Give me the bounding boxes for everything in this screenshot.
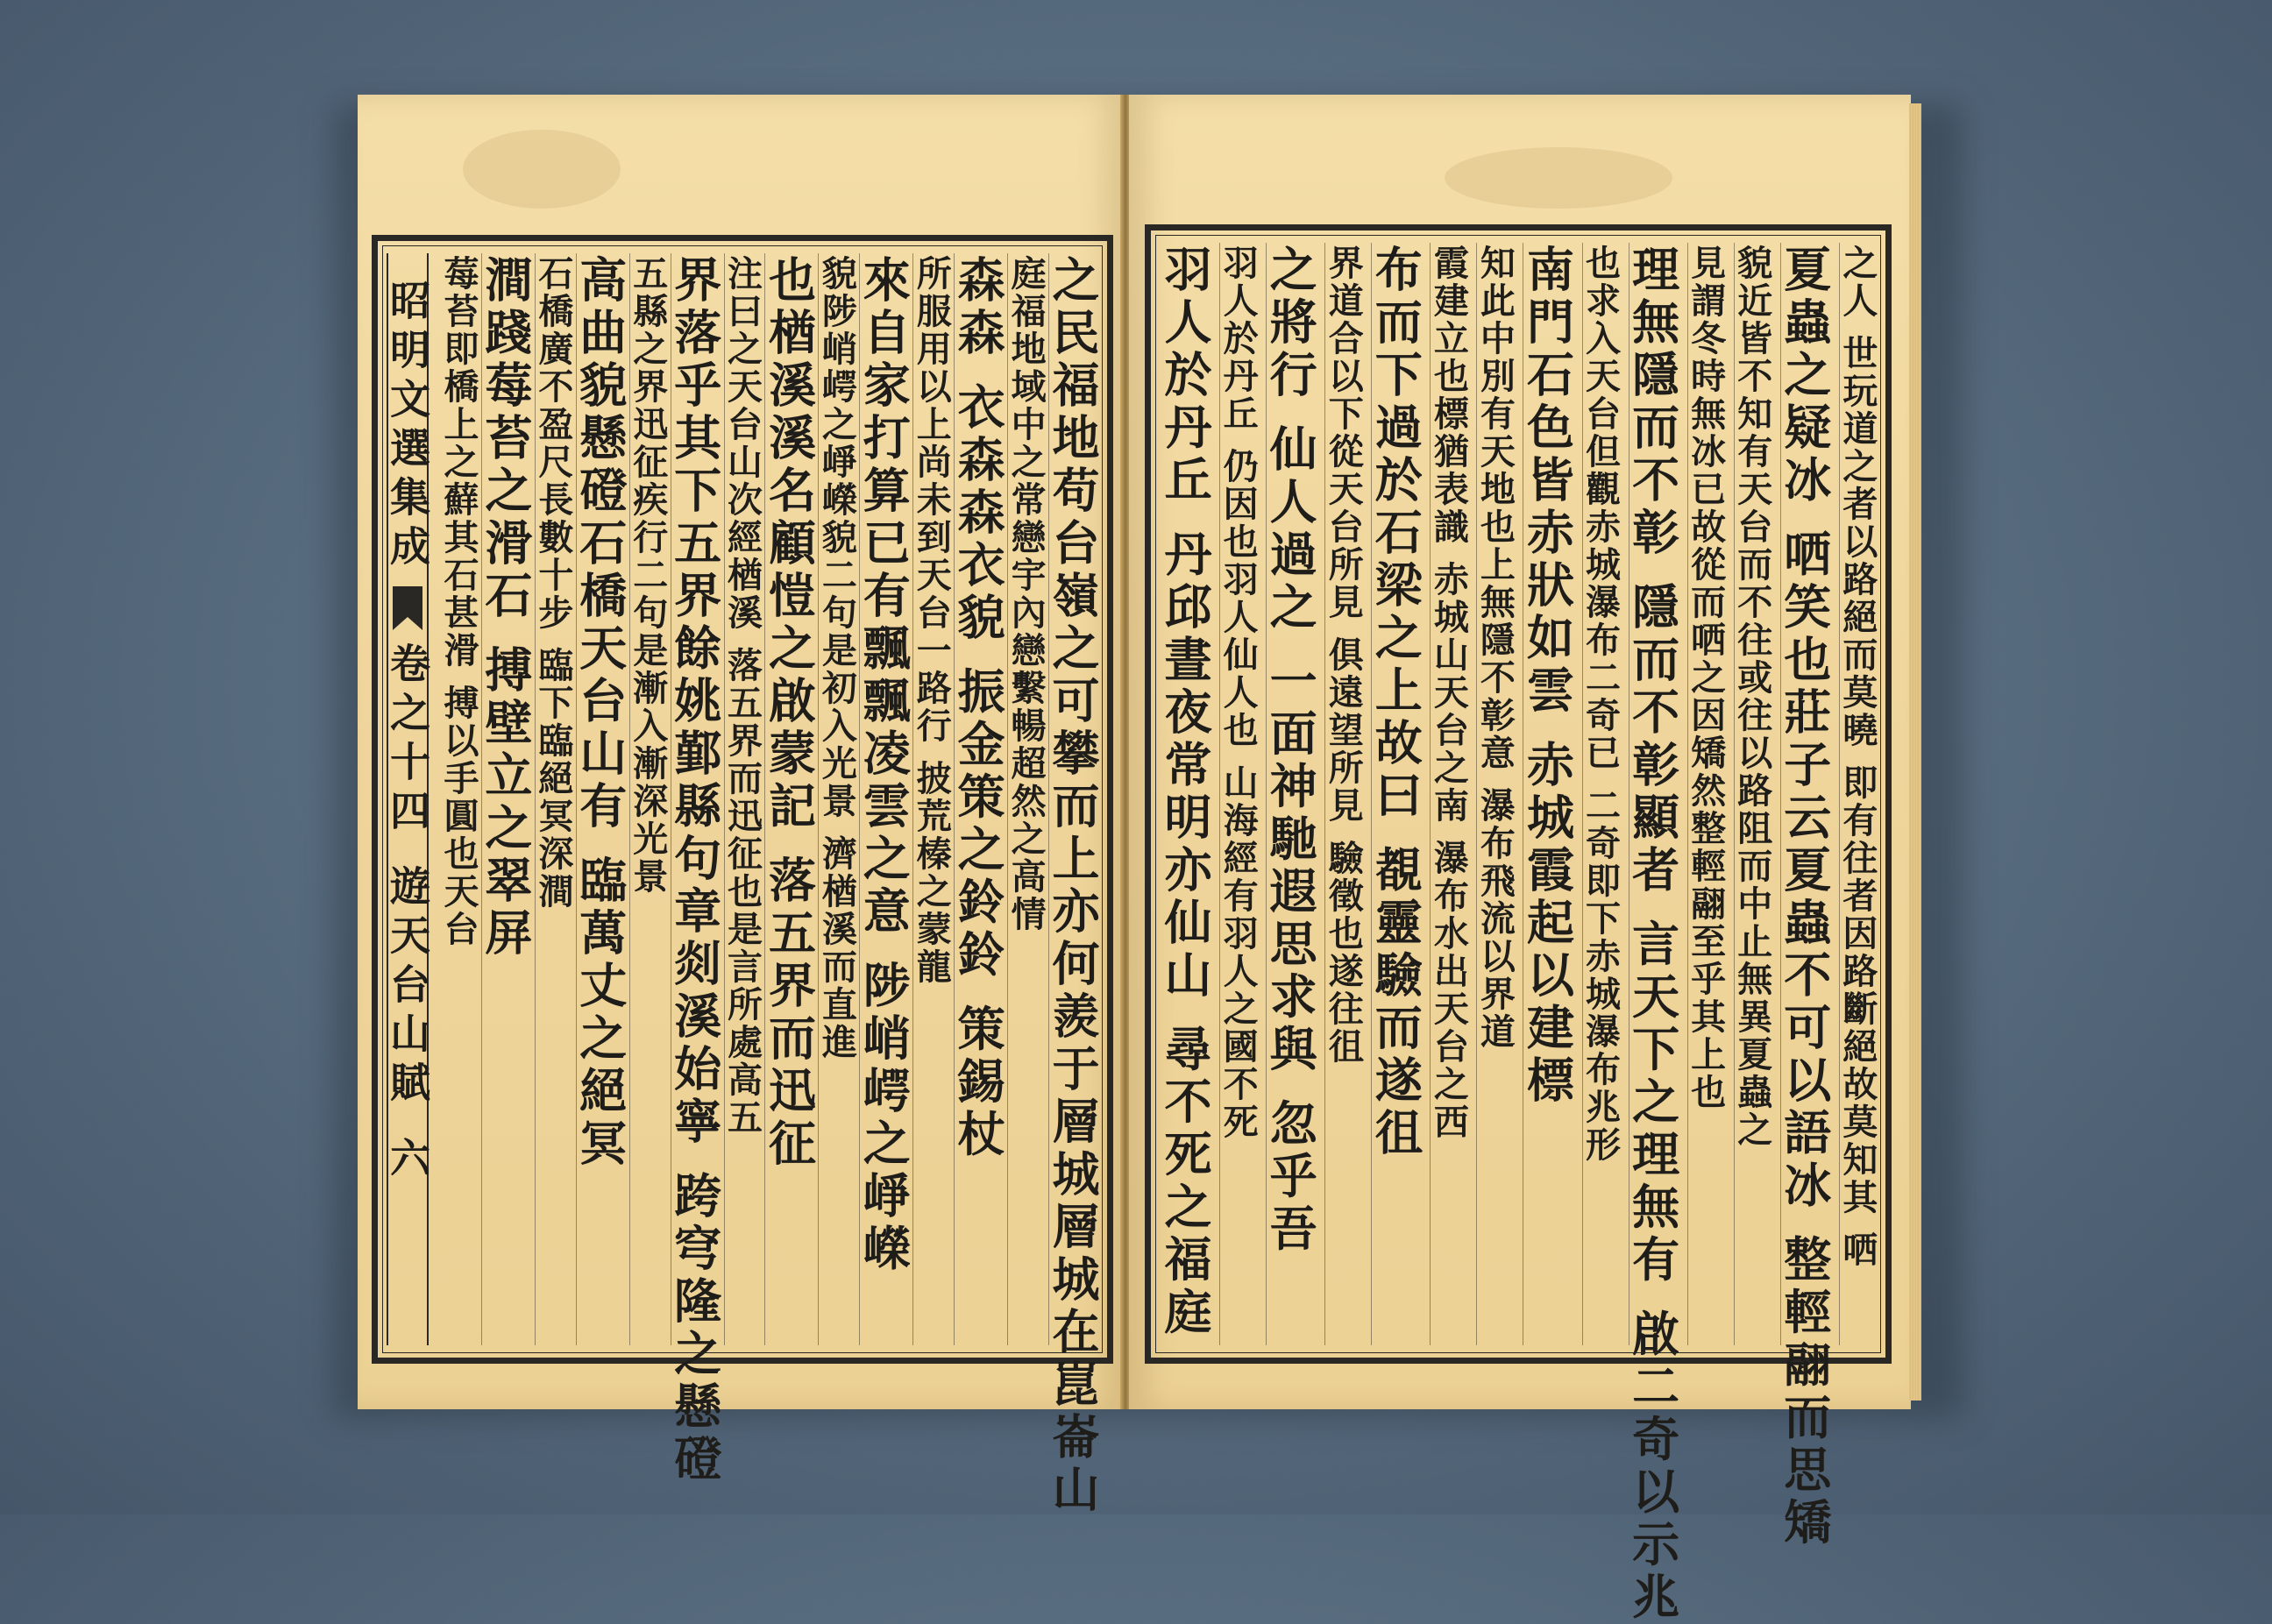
page-edges [1909,103,1921,1401]
right-text-frame [1145,224,1892,1624]
text-column: 霞建立也標猶表識 赤城山天台之南 瀑布水出天台之西 [1430,243,1466,1345]
text-column: 注曰之天台山次經楢溪 落五界而迅征也是言所處高五 [724,253,760,1345]
text-column: 森森 衣森森衣貌 振金策之鈴鈴 策錫杖 [954,253,1002,1345]
right-columns [1157,243,1878,1624]
left-fold-margin [384,253,431,1345]
text-column: 莓苔即橋上之蘚其石甚滑 搏以手圓也天台 [438,255,479,948]
right-page [1129,95,1911,1624]
fold-section: 遊天台山賦 [384,865,431,1110]
text-column: 羽人於丹丘 仍因也羽人仙人也 山海經有羽人之國不死 [1219,243,1255,1345]
text-column: 見謂冬時無冰已故從而哂之因矯然整輕翮至乎其上也 [1687,243,1723,1345]
text-column: 知此中別有天地也上無隱不彰意 瀑布飛流以界道 [1476,243,1512,1345]
text-column: 羽人於丹丘 丹邱晝夜常明亦仙山 尋不死之福庭 [1157,245,1213,1340]
text-column: 石橋廣不盈尺長數十步 臨下臨絕冥深澗 [535,253,571,1345]
text-column: 界落乎其下五界餘姚鄞縣句章剡溪始寧 跨穹隆之懸磴 [666,255,723,1486]
text-column: 所服用以上尚未到天台一路行 披荒榛之蒙龍 [912,253,948,1345]
left-columns [438,253,1101,1517]
text-column: 界道合以下從天台所見 俱遠望所見 驗徵也遂往徂 [1324,243,1360,1345]
text-column: 夏蟲之疑冰 哂笑也莊子云夏蟲不可以語冰 整輕翮而思矯 [1776,245,1833,1550]
text-column: 之民福地苟台嶺之可攀而上亦何羨于層城層城在崑崙山 [1044,255,1101,1517]
text-column: 之將行 仙人過之 一面神馳遐思求與 忽乎吾 [1266,243,1314,1345]
text-column: 南門石色皆赤狀如雲 赤城霞起以建標 [1523,243,1571,1345]
fold-title: 昭明文選集成 [384,280,431,574]
text-column: 來自家打算已有飄飄凌雲之意 陟峭崿之崢嶸 [859,253,907,1345]
text-column: 之人 世玩道之者以路絕而莫曉 即有往者因路斷絕故莫知其 哂 [1839,243,1875,1345]
fold-page-number: 六 [384,1137,431,1186]
left-page [358,95,1124,1517]
text-column: 五縣之界迅征疾行二句是漸入漸深光景 [629,253,665,1345]
text-column: 也楢溪溪名顧愷之啟蒙記 落五界而迅征 [764,253,813,1345]
text-column: 高曲貌懸磴石橋天台山有 臨萬丈之絕冥 [576,253,624,1345]
text-column: 庭福地域中之常戀宇內戀繫暢超然之高情 [1007,253,1043,1345]
text-column: 澗踐莓苔之滑石 搏壁立之翠屏 [481,253,529,1345]
left-text-frame [372,235,1113,1517]
fishtail-mark-icon [393,586,422,630]
fold-juan: 卷之十四 [384,642,431,839]
text-column: 布而下過於石梁之上故曰 覩靈驗而遂徂 [1371,243,1419,1345]
text-column: 貌近皆不知有天台而不往或往以路阻而中止無異夏蟲之 [1734,243,1770,1345]
text-column: 貌陟峭崿之崢嶸貌二句是初入光景 濟楢溪而直進 [818,253,854,1345]
text-column: 也求入天台但觀赤城瀑布二奇已 二奇即下赤城瀑布兆形 [1582,243,1618,1345]
text-column: 理無隱而不彰 隱而不彰顯者 言天下之理無有 啟二奇以示兆 [1624,245,1681,1624]
